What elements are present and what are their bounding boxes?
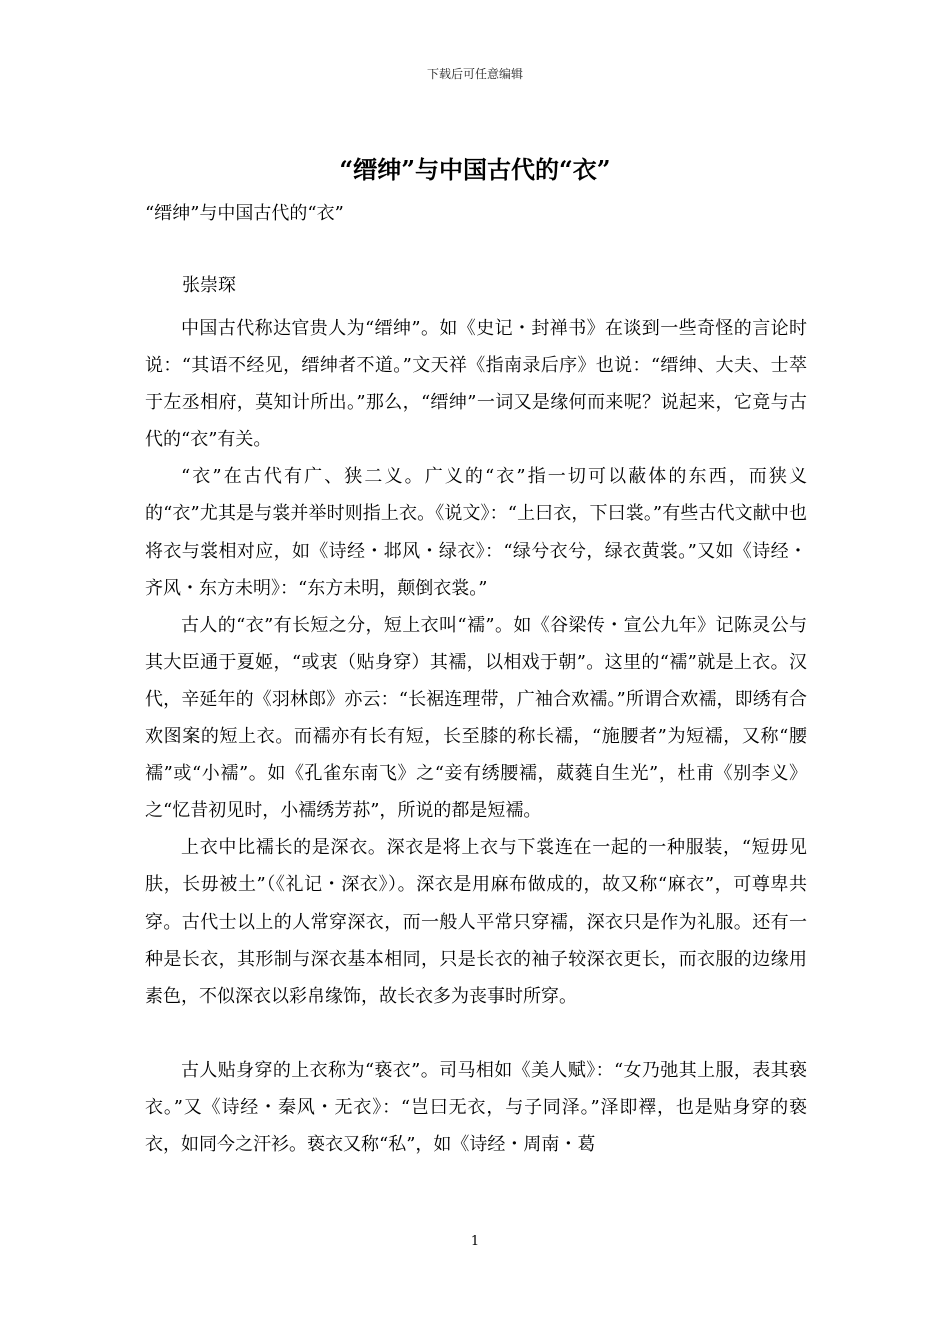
- document-title: “缙绅”与中国古代的“衣”: [339, 155, 611, 184]
- document-body: [145, 310, 807, 1163]
- paragraph-5: 古人贴身穿的上衣称为“亵衣”。司马相如《美人赋》：“女乃弛其上服，表其亵衣。”又《诗经・秦风・无衣》：“岂曰无衣，与子同泽。”泽即襗，也是贴身穿的亵衣，如同今之汗衫。亵衣又称“私”，如《诗经・周南・葛: [145, 1059, 807, 1155]
- document-author: 张崇琛: [182, 275, 236, 296]
- paragraph-4: 上衣中比襦长的是深衣。深衣是将上衣与下裳连在一起的一种服装，“短毋见肤，长毋被土”（《礼记・深衣》）。深衣是用麻布做成的，故又称“麻衣”，可尊卑共穿。古代士以上的人常穿深衣，而一般人平常只穿襦，深衣只是作为礼服。还有一种是长衣，其形制与深衣基本相同，只是长衣的袖子较深衣更长，而衣服的边缘用素色，不似深衣以彩帛缘饰，故长衣多为丧事时所穿。: [145, 837, 807, 1007]
- page-number: 1: [470, 1234, 480, 1249]
- page-header-note: 下载后可任意编辑: [426, 67, 523, 81]
- document-subtitle: “缙绅”与中国古代的“衣”: [145, 203, 344, 224]
- paragraph-2: “衣”在古代有广、狭二义。广义的“衣”指一切可以蔽体的东西，而狭义的“衣”尤其是与裳并举时则指上衣。《说文》：“上曰衣，下曰裳。”有些古代文献中也将衣与裳相对应，如《诗经・邶风・绿衣》：“绿兮衣兮，绿衣黄裳。”又如《诗经・齐风・东方未明》：“东方未明，颠倒衣裳。”: [145, 466, 807, 599]
- paragraph-3: 古人的“衣”有长短之分，短上衣叫“襦”。如《谷梁传・宣公九年》记陈灵公与其大臣通于夏姬，“或衷（贴身穿）其襦，以相戏于朝”。这里的“襦”就是上衣。汉代，辛延年的《羽林郎》亦云：“长裾连理带，广袖合欢襦。”所谓合欢襦，即绣有合欢图案的短上衣。而襦亦有长有短，长至膝的称长襦，“施腰者”为短襦，又称“腰襦”或“小襦”。如《孔雀东南飞》之“妾有绣腰襦，葳蕤自生光”，杜甫《别李义》之“忆昔初见时，小襦绣芳荪”，所说的都是短襦。: [145, 614, 807, 822]
- paragraph-1: 中国古代称达官贵人为“缙绅”。如《史记・封禅书》在谈到一些奇怪的言论时说：“其语不经见，缙绅者不道。”文天祥《指南录后序》也说：“缙绅、大夫、士萃于左丞相府，莫知计所出。”那么，“缙绅”一词又是缘何而来呢？说起来，它竟与古代的“衣”有关。: [145, 318, 807, 451]
